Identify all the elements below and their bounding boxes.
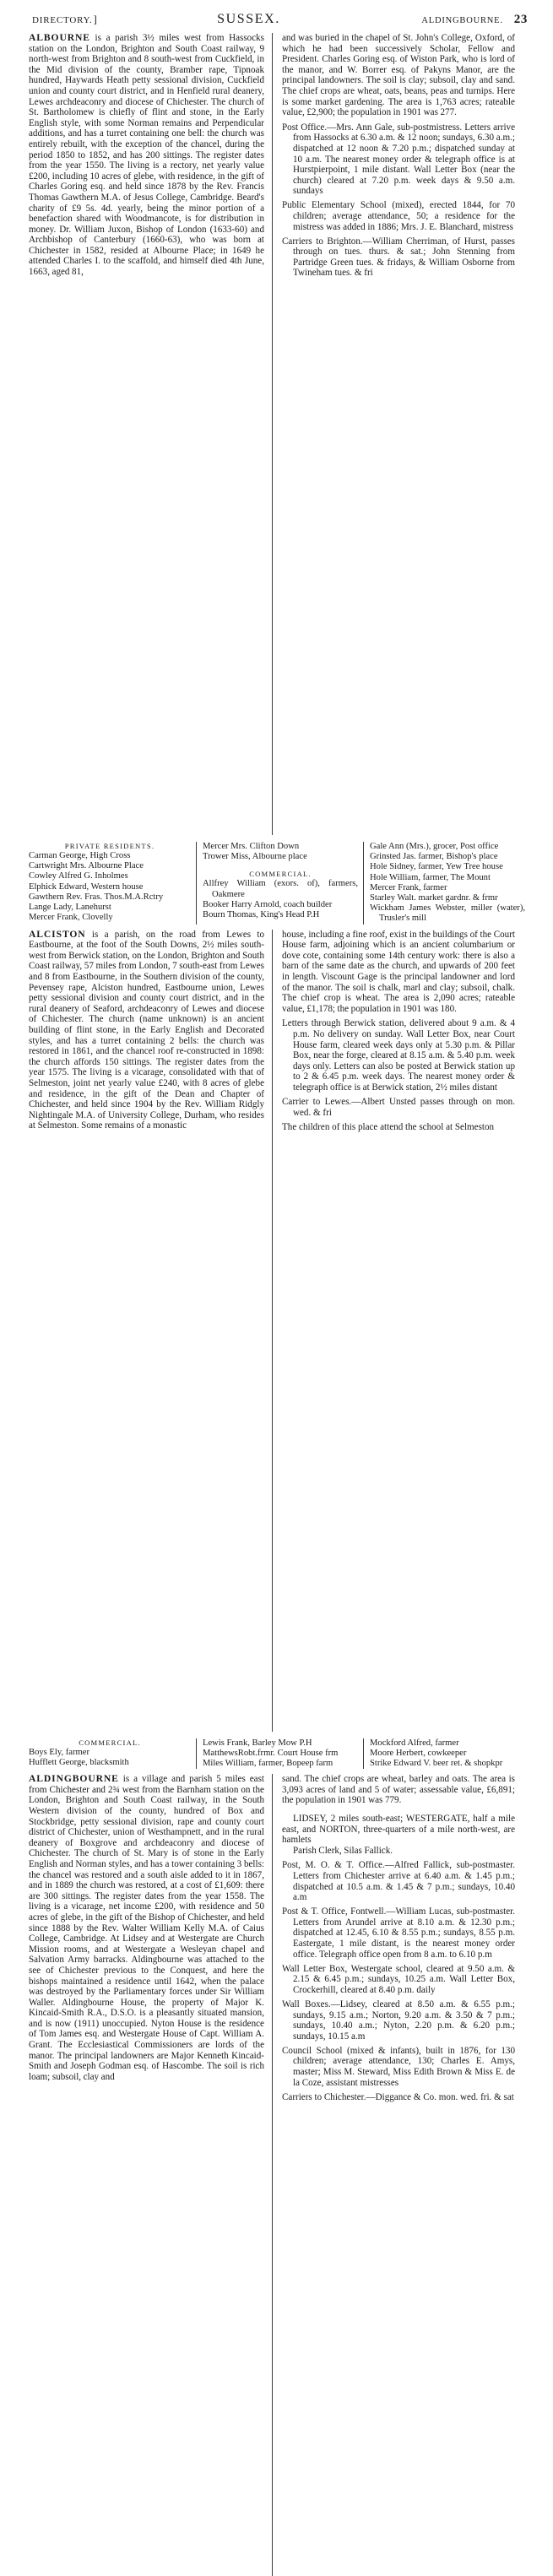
aldingbourne-right-column — [272, 1774, 515, 2576]
albourne-body-right: and was buried in the chapel of St. John's College, Oxford, of which he had been successively Scholar, Fellow and President. Charles Goring esq. of Wiston Park, who is lord of the manor, and W. Borrer esq. of Pakyns Manor, are the principal landowners. The soil is clay; subsoil, clay and sand. The chief crops are wheat, oats, beans, peas and turnips. Here is some market gardening. The area is 1,763 acres; rateable value, £2,900; the population in 1901 was 277. — [282, 33, 515, 118]
albourne-commercial-heading: COMMERCIAL. — [249, 870, 312, 879]
list-item: Gawthern Rev. Fras. Thos.M.A.Rctry — [29, 892, 164, 902]
albourne-left-column — [29, 33, 272, 278]
running-head-bracket: ] — [93, 13, 98, 25]
aldingbourne-description-left: is a village and parish 5 miles east from Chichester and 2¾ west from the Barnham station on the London, Brighton and South Coast railway, in the South Western division of the county, hundred of Box and Stockbridge, petty sessional division, rape and county court district of Chichester, union of Westhampnett, and in the rural deanery of Boxgrove and archdeaconry and diocese of Chichester. The church of St. Mary is of stone in the Early English and Norman styles, and has a tower containing 3 bells: the chancel was restored and a south aisle added to it in 1867, and in 1889 the church was restored, at a cost of £1,609: there are 300 sittings. The register dates from the year 1558. The living is a vicarage, net income £200, with residence and 50 acres of glebe, in the gift of the Bishop of Chichester, and held since 1888 by the Rev. Walter William Kelly M.A. of Caius College, Cambridge. At Lidsey and at Westergate are Church Mission rooms, and at Westergate a Wesleyan chapel and Salvation Army barracks. Aldingbourne was attached to the see of Chichester previous to the Conquest, and here the bishops maintained a residence until 1642, when the palace was destroyed by the Parliamentary forces under Sir William Waller. Aldingbourne House, the property of Major K. Kincaid-Smith R.A., D.S.O. is a pleasantly situated mansion, and is now (1911) unoccupied. Nyton House is the residence of Tom James esq. and Westergate House of Capt. William A. Grant. The Ecclesiastical Commissioners are lords of the manor. The principal landowners are Major Kenneth Kincaid-Smith and Joseph Godman esq. of Hascombe. The soil is rich loam; subsoil, clay and — [29, 1774, 264, 2082]
list-item: Allfrey William (exors. of), farmers, Oakmere — [203, 879, 358, 899]
alciston-article — [29, 930, 531, 1732]
list-item: Lewis Frank, Barley Mow P.H — [203, 1738, 312, 1748]
list-item: Boys Ely, farmer — [29, 1747, 89, 1757]
alciston-listing-column-2 — [196, 1738, 363, 1770]
albourne-description-left: is a parish 3½ miles west from Hassocks station on the London, Brighton and South Coast railway, 9 north-west from Brighton and 8 south-west from Cuckfield, in the Mid division of the county, Bramber rape, Tipnoak hundred, Haywards Heath petty sessional division, Cuckfield union and county court district, and in Henfield rural deanery, Lewes archdeaconry and diocese of Chichester. The church of St. Bartholomew is chiefly of flint and stone, in the Early English style, with some Norman remains and Perpendicular additions, and has a turret containing one bell: the church was entirely rebuilt, with the exception of the chancel, during the period 1850 to 1852, and has 200 sittings. The register dates from the year 1550. The living is a rectory, net yearly value £200, including 10 acres of glebe, with residence, in the gift of Charles Goring esq. and held since 1878 by the Rev. Francis Thomas Gawthern M.A. of Jesus College, Cambridge. Beard's charity of £9 5s. 4d. yearly, being the minor portion of a benefaction shared with Woodmancote, is for distribution in money. Dr. William Juxon, Bishop of London (1633-60) and Archbishop of Canterbury (1660-63), who was born at Chichester in 1582, resided at Albourne Place; in 1649 he attended Charles I. to the scaffold, and himself died 4th June, 1663, aged 81, — [29, 33, 265, 278]
albourne-carriers-note: Carriers to Brighton.—William Cherriman, of Hurst, passes through on tues. thurs. & sat.; John Stenning from Partridge Green tues. & fridays, & William Osborne from Twineham tues. & fri — [282, 236, 515, 279]
list-item: Grinsted Jas. farmer, Bishop's place — [370, 852, 498, 862]
list-item: MatthewsRobt.frmr. Court House frm — [203, 1748, 339, 1758]
list-item: Mercer Frank, Clovelly — [29, 913, 113, 923]
aldingbourne-entry-name: ALDINGBOURNE — [29, 1773, 119, 1785]
alciston-entry-name: ALCISTON — [29, 928, 86, 940]
aldingbourne-carriers-note: Carriers to Chichester.—Diggance & Co. mon. wed. fri. & sat — [282, 2091, 514, 2102]
list-item: Cartwright Mrs. Albourne Place — [29, 861, 144, 871]
alciston-description-left: is a parish, on the road from Lewes to Eastbourne, at the foot of the South Downs, 2½ miles south-west from Berwick station, on the London, Brighton and South Coast railway, 57 miles from London, 7 south-east from Lewes and 8 from Eastbourne, in the Southern division of the county, Pevensey rape, Alciston hundred, Eastbourne union, Lewes petty sessional division and county court district, and in the rural deanery of Seaford, archdeaconry of Lewes and diocese of Chichester. The church (name unknown) is an ancient building of flint stone, in the Early English and Decorated styles, and has a turret containing 2 bells: the church was restored in 1861, and the chancel roof re-constructed in 1898: the church affords 150 sittings. The register dates from the year 1575. The living is a vicarage, consolidated with that of Selmeston, joint net yearly value £240, with 8 acres of glebe and residence, in the gift of the Dean and Chapter of Chichester, and held since 1904 by the Rev. William Ridgly Nightingale M.A. of University College, Durham, who resides at Selmeston. Some remains of a monastic — [29, 929, 264, 1131]
alciston-letters-note: Letters through Berwick station, delivered about 9 a.m. & 4 p.m. No delivery on sunday. Wall Letter Box, near Court House farm, cleared week days only at 5.30 p.m. & Pillar Box, near the forge, cleared at 8.15 a.m. & 5.40 p.m. week days only. Letters can also be posted at Berwick station up to 2 & 6.45 p.m. week days. The nearest money order & telegraph office is at Berwick station, 2½ miles distant — [282, 1018, 515, 1093]
list-item: Gale Ann (Mrs.), grocer, Post office — [370, 842, 499, 851]
aldingbourne-hamlets: LIDSEY, 2 miles south-east; WESTERGATE, half a mile east, and NORTON, three-quarters of a mile north-west, are hamlets — [282, 1814, 515, 1846]
alciston-right-column — [272, 930, 515, 1732]
list-item: Booker Harry Arnold, coach builder — [203, 899, 333, 909]
list-item: Hufflett George, blacksmith — [29, 1757, 129, 1767]
list-item: Mercer Frank, farmer — [370, 882, 447, 892]
list-item: Starley Walt. market gardnr. & frmr — [370, 893, 498, 903]
list-item: Moore Herbert, cowkeeper — [370, 1748, 467, 1758]
alciston-body-right: house, including a fine roof, exist in the buildings of the Court House farm, adjoining which is an ancient columbarium or dove cote, containing some 14th century work: there is also a barn of the same date as the church, and upwards of 200 feet in length. Viscount Gage is the principal landowner and lord of the manor. The soil is chalk, marl and clay; subsoil, chalk. The chief crop is wheat. The area is 2,090 acres; rateable value, £1,178; the population in 1901 was 180. — [282, 929, 515, 1014]
alciston-directory-listing — [29, 1738, 530, 1770]
list-item: Lange Lady, Lanehurst — [29, 903, 111, 913]
aldingbourne-wall-boxes-note: Wall Boxes.—Lidsey, cleared at 8.50 a.m. & 6.55 p.m.; sundays, 9.15 a.m.; Norton, 9.20 a.m. & 3.50 & 7 p.m.; sundays, 10.40 a.m.; Nyton, 2.20 p.m. & 6.20 p.m.; sundays, 10.15 a.m — [282, 1999, 515, 2042]
albourne-right-column — [272, 33, 515, 835]
list-item: Mockford Alfred, farmer — [370, 1738, 459, 1748]
list-item: Elphick Edward, Western house — [29, 881, 144, 892]
albourne-article — [29, 33, 531, 835]
page-number: 23 — [513, 13, 528, 26]
albourne-listing-column-3 — [363, 842, 530, 925]
albourne-listing-column-1 — [29, 842, 196, 925]
aldingbourne-post-office-note: Post, M. O. & T. Office.—Alfred Fallick, sub-postmaster. Letters from Chichester arrive at 6.40 a.m. & 1.45 p.m.; dispatched at 10.5 a.m. & 1.45 & 7 p.m.; sundays, 10.40 a.m — [282, 1860, 515, 1903]
aldingbourne-wall-letter-box-note: Wall Letter Box, Westergate school, cleared at 9.50 a.m. & 2.15 & 6.45 p.m.; sundays, 10.25 a.m. Wall Letter Box, Crockerhill, cleared at 8.40 p.m. daily — [282, 1963, 515, 1995]
alciston-carrier-note: Carrier to Lewes.—Albert Unsted passes through on mon. wed. & fri — [282, 1097, 515, 1118]
aldingbourne-body-left — [29, 1774, 264, 2082]
aldingbourne-article — [29, 1774, 531, 2576]
list-item: Carman George, High Cross — [29, 851, 131, 860]
albourne-school-note: Public Elementary School (mixed), erected 1844, for 70 children; average attendance, 50; a residence for the mistress was added in 1886; Mrs. J. E. Blanchard, mistress — [282, 200, 515, 232]
running-head-county: SUSSEX. — [217, 12, 280, 26]
albourne-body-left — [29, 33, 264, 278]
alciston-listing-column-1 — [29, 1738, 196, 1770]
albourne-post-office-note: Post Office.—Mrs. Ann Gale, sub-postmistress. Letters arrive from Hassocks at 6.30 a.m. & 12 noon; sundays, 6.30 a.m.; dispatched at 12 noon & 7.20 p.m.; dispatched sunday at 10 a.m. The nearest money order & telegraph office is at Hurstpierpoint, 1 mile distant. Wall Letter Box (near the church) cleared at 7.20 p.m. week days & 9.50 a.m. sundays — [282, 122, 515, 197]
alciston-body-left — [29, 930, 264, 1131]
aldingbourne-fontwell-office-note: Post & T. Office, Fontwell.—William Lucas, sub-postmaster. Letters from Arundel arrive at 8.10 a.m. & 12.30 p.m.; dispatched at 12.45, 6.10 & 8.55 p.m.; sundays, 8.55 p.m. Eastergate, 1 mile distant, is the nearest money order office. Telegraph office open from 8 a.m. to 6.10 p.m — [282, 1906, 515, 1960]
running-head-right — [421, 13, 528, 27]
aldingbourne-body-right: sand. The chief crops are wheat, barley and oats. The area is 3,093 acres of land and 5 of water; assessable value, £6,891; the population in 1901 was 779. — [282, 1774, 515, 1806]
alciston-school-note: The children of this place attend the school at Selmeston — [282, 1121, 495, 1132]
albourne-private-residents-heading: PRIVATE RESIDENTS. — [64, 842, 155, 850]
aldingbourne-council-school-note: Council School (mixed & infants), built in 1876, for 130 children; average attendance, 130; Charles E. Amys, master; Miss M. Steward, Miss Edith Brown & Miss E. de la Coze, assistant mistresses — [282, 2045, 515, 2088]
list-item: Strike Edward V. beer ret. & shopkpr — [370, 1759, 503, 1769]
albourne-directory-listing — [29, 842, 530, 925]
spacer — [282, 1806, 515, 1814]
running-head — [29, 12, 531, 29]
list-item: Bourn Thomas, King's Head P.H — [203, 910, 320, 920]
alciston-commercial-heading: COMMERCIAL. — [79, 1738, 141, 1747]
alciston-listing-column-3 — [363, 1738, 530, 1770]
albourne-entry-name: ALBOURNE — [29, 32, 90, 43]
list-item: Hole William, farmer, The Mount — [370, 872, 491, 882]
list-item: Miles William, farmer, Bopeep farm — [203, 1759, 333, 1769]
aldingbourne-left-column — [29, 1774, 272, 2082]
aldingbourne-parish-clerk: Parish Clerk, Silas Fallick. — [293, 1845, 393, 1856]
list-item: Trower Miss, Albourne place — [203, 852, 307, 862]
alciston-left-column — [29, 930, 272, 1131]
running-head-place: ALDINGBOURNE. — [421, 16, 503, 25]
list-item: Mercer Mrs. Clifton Down — [203, 842, 300, 851]
list-item: Wickham James Webster, miller (water), Trusler's mill — [370, 903, 525, 924]
list-item: Hole Sidney, farmer, Yew Tree house — [370, 862, 503, 872]
list-item: Cowley Alfred G. Inholmes — [29, 871, 128, 881]
albourne-listing-column-2 — [196, 842, 363, 925]
running-head-left: DIRECTORY.] — [32, 13, 98, 25]
